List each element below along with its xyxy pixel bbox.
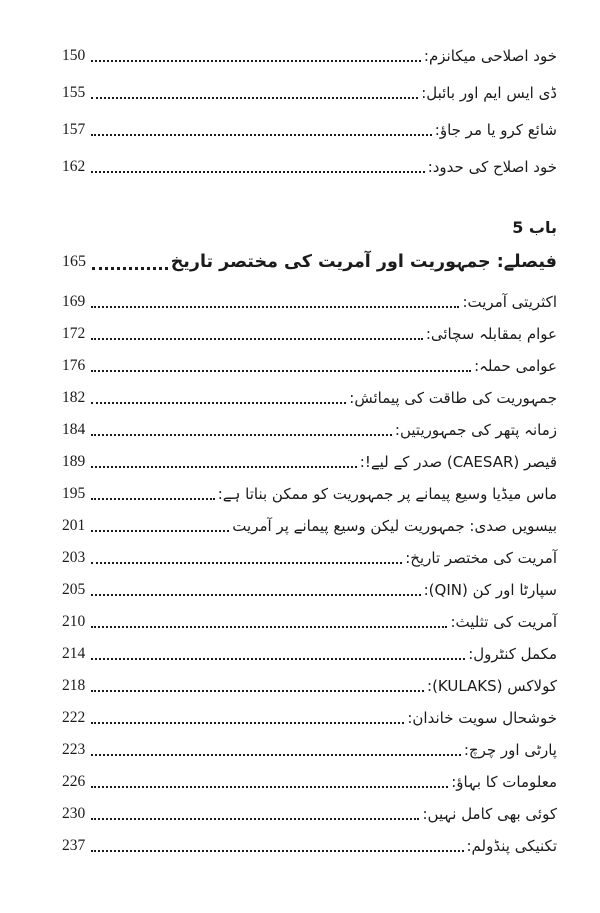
toc-entry-page-number: 230	[62, 805, 86, 822]
dotted-leader	[91, 850, 463, 852]
toc-entry	[62, 286, 557, 318]
dotted-leader	[91, 722, 404, 724]
toc-entry-title: عوامی حملہ:	[474, 357, 557, 375]
toc-entry-page-number: 150	[62, 46, 86, 64]
toc-entry	[62, 702, 557, 734]
toc-entry-page-number: 162	[62, 157, 86, 175]
toc-entry	[62, 74, 557, 111]
toc-entry	[62, 37, 557, 74]
toc-entry-page-number: 214	[62, 645, 86, 662]
toc-entry	[62, 638, 557, 670]
dotted-leader	[91, 562, 402, 564]
toc-entry-page-number: 157	[62, 120, 86, 138]
toc-entry-title: تکنیکی پنڈولم:	[466, 837, 557, 855]
dotted-leader	[91, 754, 461, 756]
toc-entry-title: ڈی ایس ایم اور بائبل:	[421, 83, 557, 102]
toc-entry	[62, 542, 557, 574]
dotted-leader	[91, 60, 421, 62]
toc-entry	[62, 606, 557, 638]
toc-section-previous-chapter	[62, 37, 557, 185]
toc-entry	[62, 478, 557, 510]
toc-entry-page-number: 237	[62, 837, 86, 854]
toc-entry-page-number: 203	[62, 549, 86, 566]
toc-entry-page-number: 172	[62, 325, 86, 342]
toc-entry-title: خود اصلاحی میکانزم:	[423, 46, 557, 65]
dotted-leader	[91, 498, 214, 500]
dotted-leader	[91, 134, 432, 136]
toc-entry	[62, 830, 557, 862]
toc-entry-page-number: 182	[62, 389, 86, 406]
dotted-leader	[91, 370, 471, 372]
toc-entry-page-number: 223	[62, 741, 86, 758]
chapter-title-row	[62, 244, 557, 280]
chapter-heading-block	[62, 218, 557, 280]
toc-entry-page-number: 189	[62, 453, 86, 470]
dotted-leader	[91, 658, 465, 660]
toc-entry	[62, 382, 557, 414]
toc-entry-page-number: 201	[62, 517, 86, 534]
toc-entry-title: عوام بمقابلہ سچائی:	[425, 325, 557, 343]
toc-entry-page-number: 155	[62, 83, 86, 101]
dotted-leader	[91, 626, 447, 628]
toc-entry-page-number: 184	[62, 421, 86, 438]
dotted-leader	[92, 267, 168, 270]
toc-entry-title: کوئی بھی کامل نہیں:	[422, 805, 557, 823]
toc-entry-page-number: 205	[62, 581, 86, 598]
chapter-label: باب 5	[512, 218, 557, 237]
toc-entry-title: شائع کرو یا مر جاؤ:	[434, 120, 557, 139]
dotted-leader	[91, 466, 357, 468]
dotted-leader	[91, 434, 392, 436]
toc-entry-title: خود اصلاح کی حدود:	[427, 157, 557, 176]
toc-entry-title: زمانہ پتھر کی جمہوریتیں:	[394, 421, 557, 439]
toc-entry-title: کولاکس (KULAKS):	[427, 677, 557, 695]
chapter-title: فیصلے: جمہوریت اور آمریت کی مختصر تاریخ	[170, 252, 557, 272]
toc-entry	[62, 766, 557, 798]
toc-entry-title: پارٹی اور چرچ:	[463, 741, 557, 759]
toc-entry-title: خوشحال سویت خاندان:	[407, 709, 557, 727]
toc-entry-page-number: 176	[62, 357, 86, 374]
toc-entry	[62, 350, 557, 382]
toc-entry-title: مکمل کنٹرول:	[468, 645, 557, 663]
dotted-leader	[91, 786, 448, 788]
toc-entry	[62, 148, 557, 185]
dotted-leader	[91, 97, 418, 99]
dotted-leader	[91, 690, 424, 692]
toc-entry-page-number: 218	[62, 677, 86, 694]
toc-entry-title: بیسویں صدی: جمہوریت لیکن وسیع پیمانے پر آمریت	[232, 517, 557, 535]
toc-entry-title: معلومات کا بہاؤ:	[451, 773, 557, 791]
dotted-leader	[91, 530, 229, 532]
toc-entry-title: قیصر (CAESAR) صدر کے لیے!:	[359, 453, 557, 471]
toc-entry-title: آمریت کی مختصر تاریخ:	[405, 549, 557, 567]
toc-entry	[62, 574, 557, 606]
toc-entry-page-number: 210	[62, 613, 86, 630]
toc-entry-title: ماس میڈیا وسیع پیمانے پر جمہوریت کو ممکن بناتا ہے:	[217, 485, 557, 503]
dotted-leader	[91, 402, 346, 404]
toc-entry-title: سپارٹا اور کن (QIN):	[423, 581, 557, 599]
toc-entry-title: اکثریتی آمریت:	[462, 293, 557, 311]
dotted-leader	[91, 306, 459, 308]
dotted-leader	[91, 594, 420, 596]
dotted-leader	[91, 338, 423, 340]
toc-entry-page-number: 222	[62, 709, 86, 726]
toc-section-chapter-5	[62, 286, 557, 862]
chapter-page-number: 165	[62, 253, 86, 270]
toc-entry	[62, 446, 557, 478]
toc-entry-page-number: 195	[62, 485, 86, 502]
dotted-leader	[91, 818, 419, 820]
toc-entry-title: جمہوریت کی طاقت کی پیمائش:	[349, 389, 557, 407]
toc-entry	[62, 734, 557, 766]
toc-entry-page-number: 226	[62, 773, 86, 790]
toc-entry	[62, 670, 557, 702]
toc-entry	[62, 318, 557, 350]
toc-entry	[62, 510, 557, 542]
toc-entry-title: آمریت کی تثلیث:	[450, 613, 557, 631]
dotted-leader	[91, 171, 424, 173]
toc-entry	[62, 414, 557, 446]
toc-entry-page-number: 169	[62, 293, 86, 310]
toc-entry	[62, 111, 557, 148]
toc-entry	[62, 798, 557, 830]
